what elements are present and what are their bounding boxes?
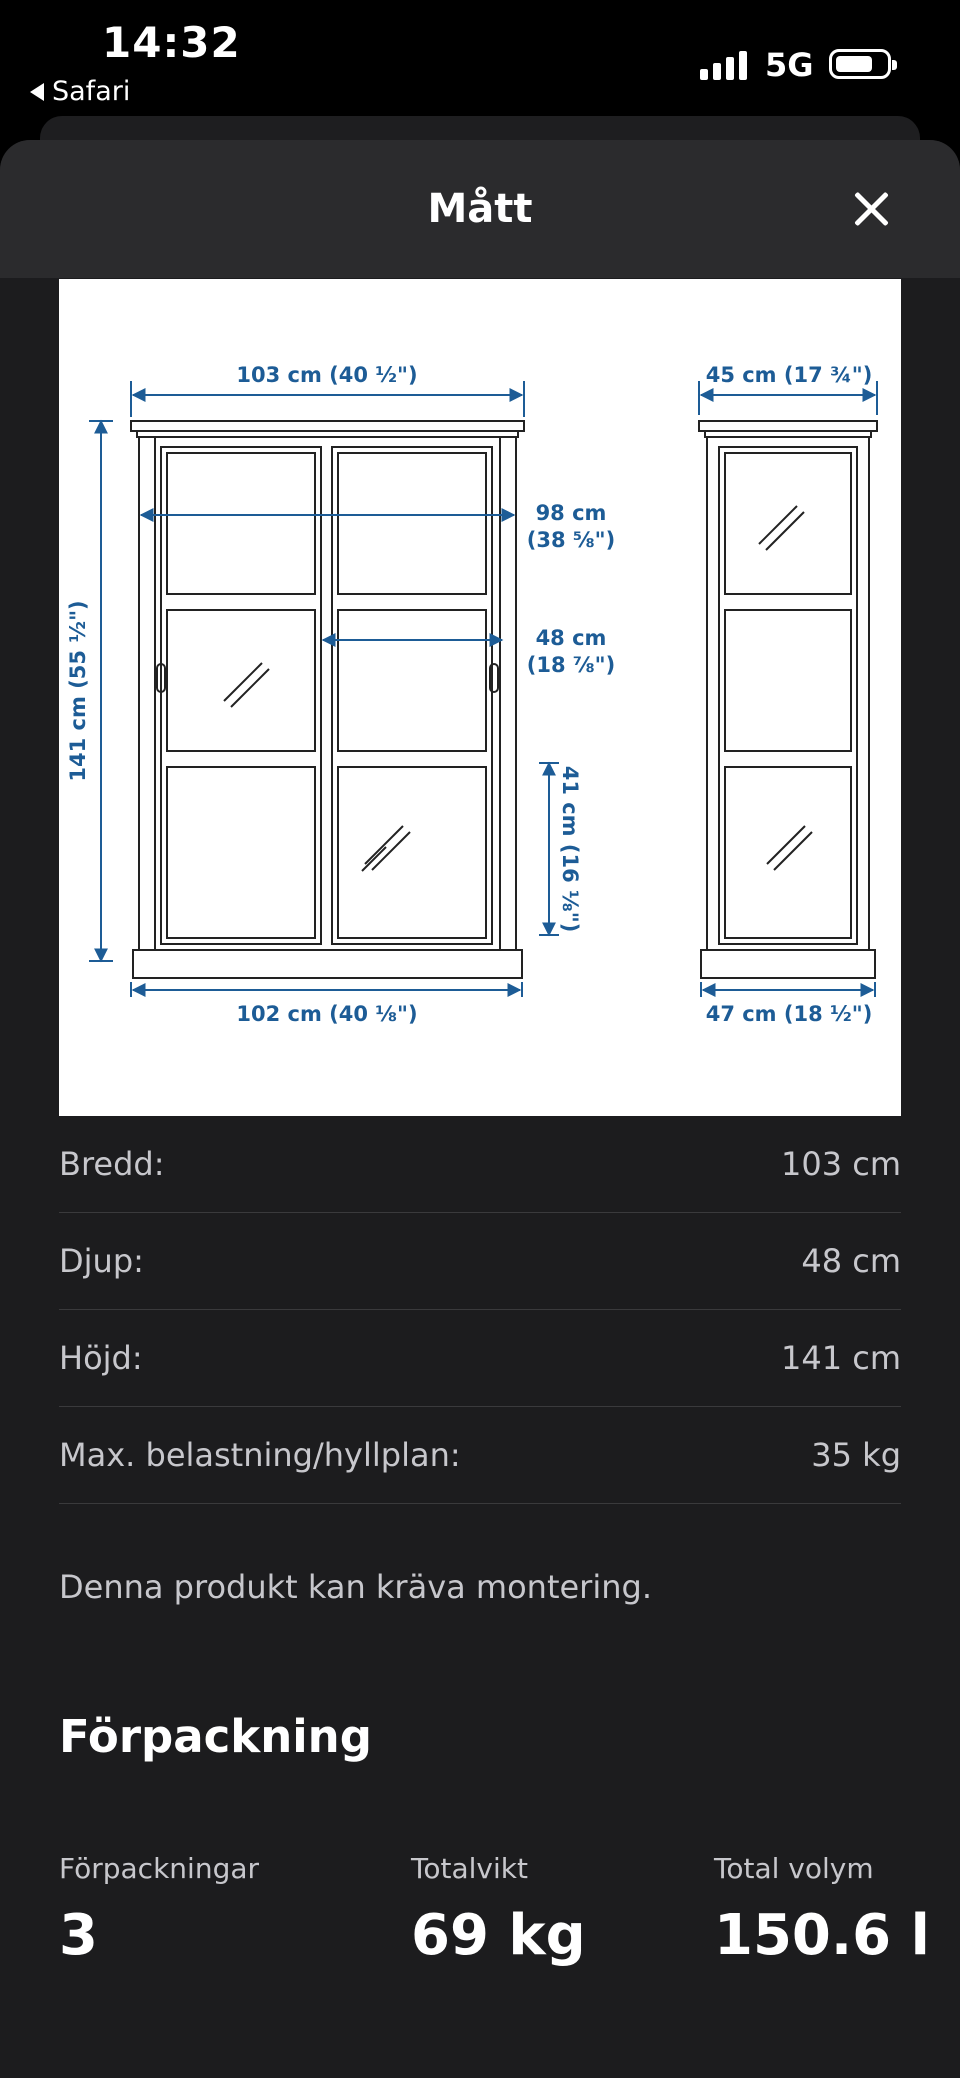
spec-label: Höjd:: [59, 1339, 143, 1377]
packaging-weight-label: Totalvikt: [411, 1852, 528, 1885]
packaging-weight-value: 69 kg: [411, 1903, 586, 1968]
spec-row-height: [59, 1310, 901, 1407]
battery-icon: [829, 49, 891, 79]
dim-height: 141 cm (55 ½"): [66, 600, 90, 782]
back-app-label: Safari: [52, 76, 131, 107]
spec-row-width: [59, 1116, 901, 1213]
network-type: 5G: [765, 46, 814, 84]
dim-top-depth: 45 cm (17 ¾"): [705, 363, 873, 387]
status-bar: [0, 0, 960, 120]
spec-row-max-load: [59, 1407, 901, 1504]
sheet-header: [0, 140, 960, 278]
spec-value: 103 cm: [780, 1145, 901, 1183]
back-triangle-icon: [30, 83, 44, 101]
spec-label: Max. belastning/hyllplan:: [59, 1436, 461, 1474]
packaging-volume-label: Total volym: [714, 1852, 874, 1885]
packaging-volume-value: 150.6 l: [714, 1903, 930, 1968]
packaging-count-value: 3: [59, 1903, 98, 1968]
dimensions-sheet: [0, 140, 960, 2078]
spec-label: Djup:: [59, 1242, 144, 1280]
dim-shelf-height: 41 cm (16 ⅛"): [558, 765, 582, 933]
spec-row-depth: [59, 1213, 901, 1310]
packaging-count-label: Förpackningar: [59, 1852, 260, 1885]
packaging-weight: [411, 1852, 586, 1968]
status-time: 14:32: [102, 18, 241, 67]
dim-inner-width-in: (38 ⅝"): [526, 528, 616, 552]
packaging-volume: [714, 1852, 930, 1968]
dim-inner-depth: 48 cm: [535, 626, 607, 650]
assembly-note: Denna produkt kan kräva montering.: [59, 1568, 652, 1606]
spec-value: 35 kg: [811, 1436, 901, 1474]
dim-inner-width: 98 cm: [535, 501, 607, 525]
dimension-diagram: [59, 279, 901, 1116]
cabinet-drawing: [59, 279, 901, 1116]
signal-icon: [700, 50, 747, 80]
dim-top-width: 103 cm (40 ½"): [236, 363, 418, 387]
packaging-title: Förpackning: [59, 1710, 372, 1763]
spec-list: [59, 1116, 901, 1504]
spec-value: 141 cm: [780, 1339, 901, 1377]
close-button[interactable]: [846, 184, 896, 234]
dim-bottom-depth: 47 cm (18 ½"): [705, 1002, 873, 1026]
spec-label: Bredd:: [59, 1145, 165, 1183]
dim-inner-depth-in: (18 ⅞"): [526, 653, 616, 677]
spec-value: 48 cm: [801, 1242, 901, 1280]
back-to-safari[interactable]: [30, 76, 130, 107]
sheet-title: Mått: [427, 186, 533, 232]
packaging-count: [59, 1852, 259, 1968]
dim-bottom-width: 102 cm (40 ⅛"): [236, 1002, 418, 1026]
